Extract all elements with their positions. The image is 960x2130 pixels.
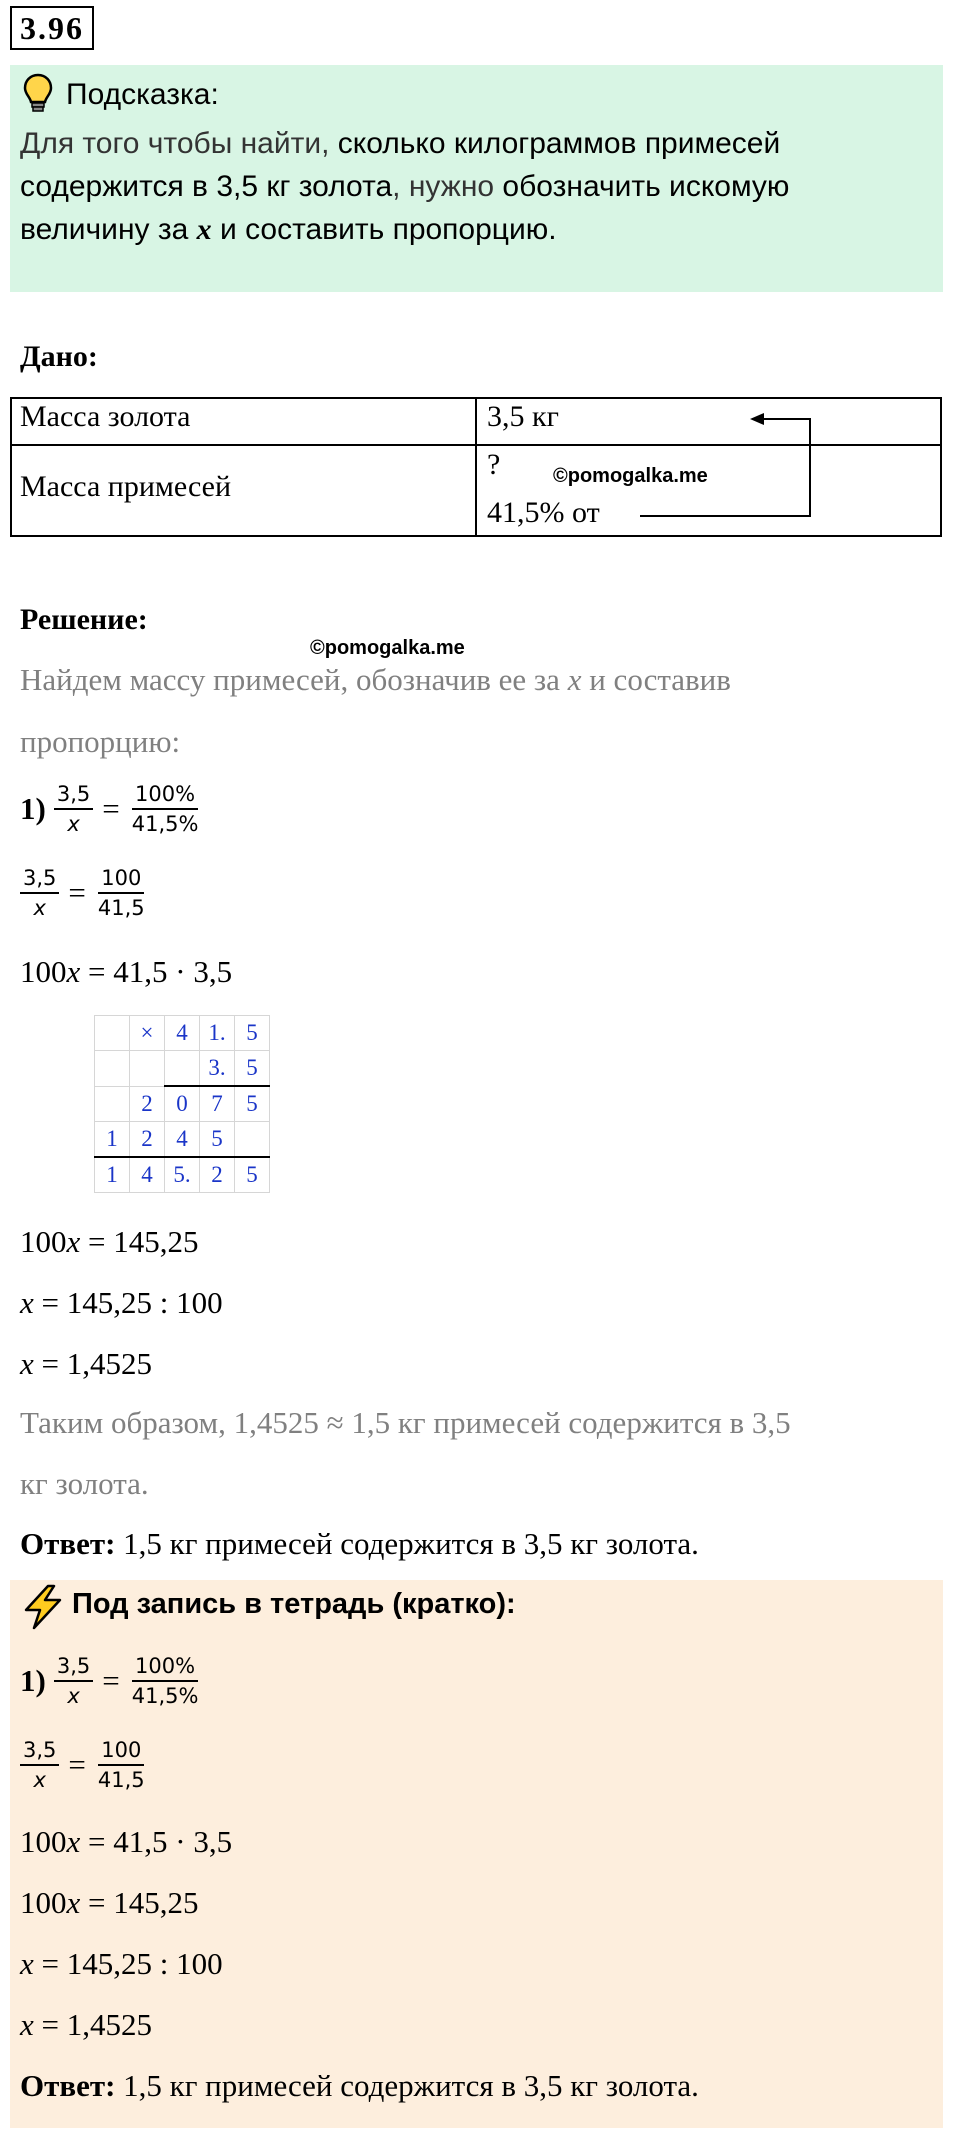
multiplication-grid: × 4 1. 5 3. 5 2 0 7 5 1 2 4 5 1 4 5. 2 5: [94, 1015, 270, 1193]
proportion-1: 1) $\frac{3,5}{x}$ = $\frac{100\%}{41,5\%}$: [20, 782, 199, 836]
equation-4: x = 1,4525: [20, 1346, 152, 1381]
equation-2: 100x = 145,25: [20, 1224, 199, 1259]
notebook-proportion-1: 1) $\frac{3,5}{x}$ = $\frac{100\%}{41,5\%}$: [20, 1654, 199, 1708]
impurity-mass-label: Масса примесей: [20, 470, 232, 503]
solution-intro-line-1: Найдем массу примесей, обозначив ее за x и составив: [20, 662, 731, 697]
notebook-heading: Под запись в тетрадь (кратко):: [72, 1588, 516, 1620]
task-number: 3.96: [10, 6, 94, 50]
reference-arrow: [630, 405, 820, 525]
notebook-equation-2: 100x = 145,25: [20, 1885, 199, 1920]
notebook-answer: Ответ: 1,5 кг примесей содержится в 3,5 кг золота.: [20, 2068, 699, 2103]
notebook-equation-3: x = 145,25 : 100: [20, 1946, 223, 1981]
lightning-icon: [22, 1584, 64, 1630]
answer: Ответ: 1,5 кг примесей содержится в 3,5 кг золота.: [20, 1526, 699, 1561]
table-divider-vertical: [475, 397, 477, 537]
impurity-mass-percent: 41,5% от: [487, 496, 600, 529]
conclusion-line-1: Таким образом, 1,4525 ≈ 1,5 кг примесей содержится в 3,5: [20, 1405, 791, 1440]
watermark: ©pomogalka.me: [553, 465, 708, 487]
solution-intro-line-2: пропорцию:: [20, 724, 181, 759]
notebook-equation-1: 100x = 41,5 · 3,5: [20, 1824, 233, 1859]
gold-mass-value: 3,5 кг: [487, 400, 559, 433]
notebook-equation-4: x = 1,4525: [20, 2007, 152, 2042]
hint-line-3: величину за x и составить пропорцию.: [20, 213, 557, 246]
equation-1: 100x = 41,5 · 3,5: [20, 954, 233, 989]
hint-title: Подсказка:: [66, 78, 219, 111]
solution-heading: Решение:: [20, 603, 148, 636]
watermark: ©pomogalka.me: [310, 637, 465, 659]
impurity-mass-unknown: ?: [487, 448, 501, 481]
lightbulb-icon: [22, 72, 54, 114]
gold-mass-label: Масса золота: [20, 400, 191, 433]
given-heading: Дано:: [20, 340, 98, 373]
hint-line-1: Для того чтобы найти, сколько килограммов примесей: [20, 127, 781, 160]
proportion-2: $\frac{3,5}{x}$ = $\frac{100}{41,5}$: [20, 864, 148, 922]
notebook-proportion-2: $\frac{3,5}{x}$ = $\frac{100}{41,5}$: [20, 1736, 148, 1794]
hint-line-2: содержится в 3,5 кг золота, нужно обозначить искомую: [20, 170, 790, 203]
conclusion-line-2: кг золота.: [20, 1466, 149, 1501]
equation-3: x = 145,25 : 100: [20, 1285, 223, 1320]
